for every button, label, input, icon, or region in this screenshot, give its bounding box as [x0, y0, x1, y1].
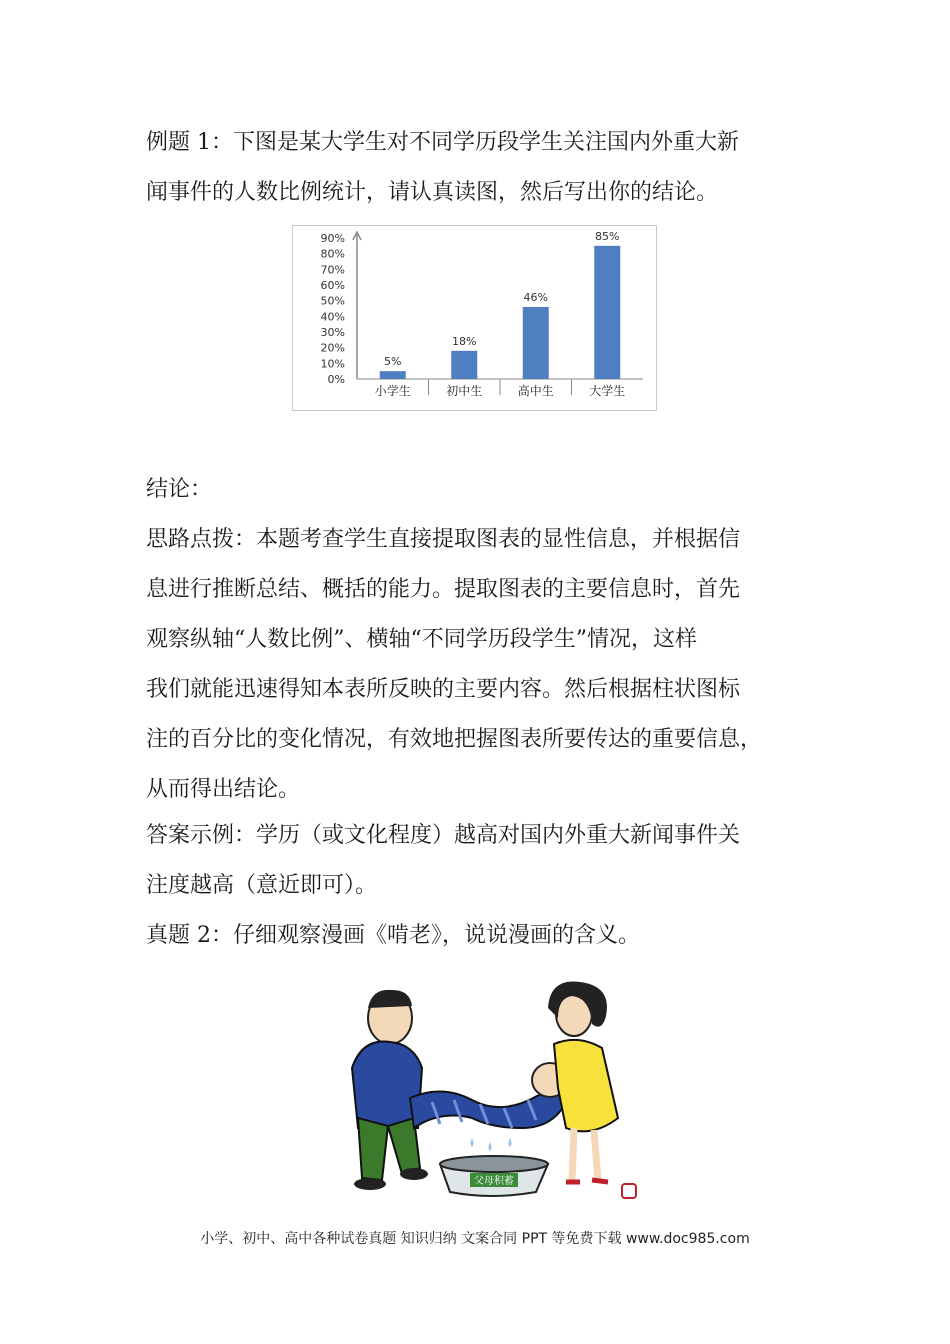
cartoon-illustration: [322, 968, 642, 1203]
y-tick-label: 30%: [320, 326, 345, 339]
x-tick-label: 高中生: [517, 384, 554, 398]
man-figure: [352, 990, 428, 1190]
conclusion-label: 结论：: [146, 477, 213, 502]
bar-初中生: [451, 351, 477, 379]
y-tick-label: 0%: [327, 373, 345, 386]
y-tick-label: 90%: [320, 232, 345, 245]
seal-stamp: [622, 1184, 636, 1198]
answer-paragraph: 答案示例：学历（或文化程度）越高对国内外重大新闻事件关 注度越高（意近即可）。: [146, 823, 741, 898]
footer-text: 小学、初中、高中各种试卷真题 知识归纳 文案合同 PPT 等免费下载 www.doc985.com: [200, 1231, 750, 1247]
y-tick-label: 10%: [320, 357, 345, 371]
y-tick-label: 50%: [320, 294, 345, 308]
x-tick-label: 初中生: [446, 384, 483, 398]
x-tick-label: 大学生: [589, 384, 626, 398]
question-2: 真题 2：仔细观察漫画《啃老》，说说漫画的含义。: [146, 923, 640, 948]
y-tick-label: 80%: [320, 247, 345, 261]
bar-data-label: 46%: [523, 290, 548, 304]
bar-chart: [292, 225, 657, 411]
bar-data-label: 5%: [384, 355, 402, 369]
woman-figure: [548, 982, 618, 1182]
old-man-figure: [410, 1063, 568, 1128]
bar-data-label: 18%: [452, 334, 477, 348]
bar-data-label: 85%: [595, 229, 620, 243]
bar-大学生: [594, 246, 620, 379]
x-tick-label: 小学生: [374, 384, 411, 398]
bar-chart-svg: [293, 226, 656, 410]
y-tick-label: 60%: [320, 279, 345, 292]
savings-basin: [440, 1156, 548, 1196]
example-1-question: 例题 1：下图是某大学生对不同学历段学生关注国内外重大新 闻事件的人数比例统计，请认真读图，然后写出你的结论。: [146, 130, 739, 205]
y-tick-label: 20%: [320, 341, 345, 355]
y-tick-label: 40%: [320, 310, 345, 324]
hint-paragraph: 思路点拨：本题考查学生直接提取图表的显性信息，并根据信 息进行推断总结、概括的能力。提取图表的主要信息时，首先 观察纵轴“人数比例”、横轴“不同学历段学生”情况，这样 我们就能迅速得知本表所反映的主要内容。然后根据柱状图标 注的百分比的变化情况，有效地把握图表所要传达的重要信息， 从而得出结论。: [146, 527, 763, 802]
bar-小学生: [380, 371, 406, 379]
basin-label: 父母积蓄: [474, 1176, 514, 1187]
y-tick-label: 70%: [320, 263, 345, 277]
bar-高中生: [523, 307, 549, 379]
